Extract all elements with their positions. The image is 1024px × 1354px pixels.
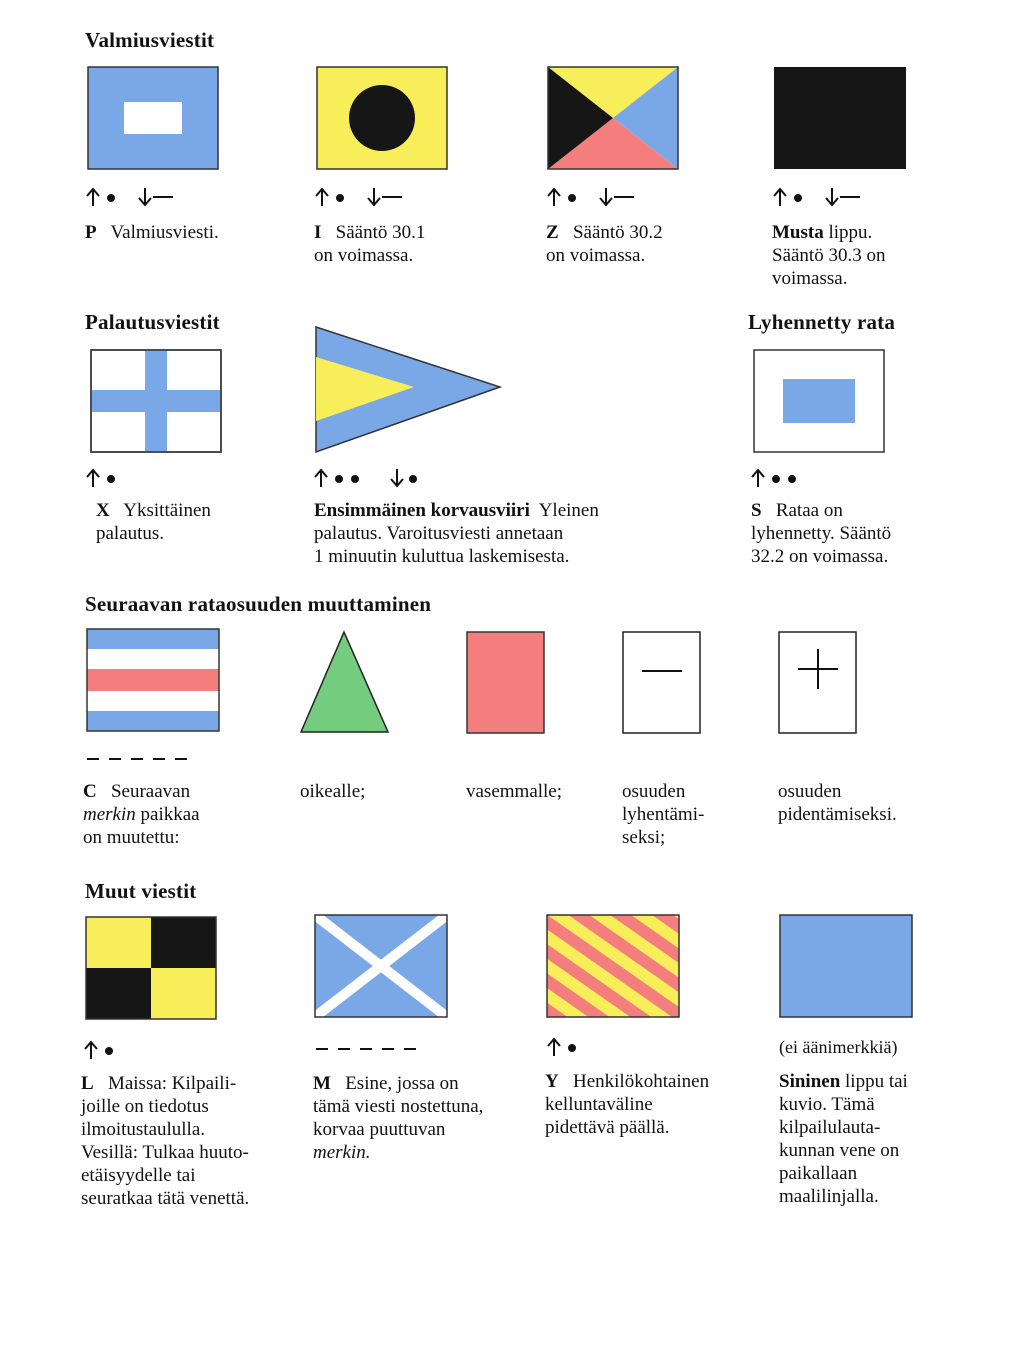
caption-vasemmalle: vasemmalle; [466, 781, 563, 802]
section-heading-muut: Muut viestit [85, 879, 197, 903]
caption-sininen: Sininen lippu tai kuvio. Tämä kilpailulauta- kunnan vene on paikallaan maalilinjalla. [779, 1071, 908, 1207]
caption-musta: Musta lippu. Sääntö 30.3 on voimassa. [772, 222, 886, 289]
sound-signal-up-dot-down-dash [314, 186, 424, 208]
caption-s: S Rataa on lyhennetty. Sääntö 32.2 on voimassa. [751, 500, 892, 567]
flag-i [316, 66, 448, 170]
sound-signal-up-dot-down-dash [546, 186, 656, 208]
sound-signal-up-two-dots [750, 467, 820, 489]
caption-p: P Valmiusviesti. [85, 222, 219, 243]
flag-s [753, 349, 885, 453]
section-heading-seuraavan: Seuraavan rataosuuden muuttaminen [85, 592, 432, 616]
flag-y [546, 914, 680, 1018]
flag-m [314, 914, 448, 1018]
flag-black [773, 66, 907, 170]
sound-signal-five-dashes [314, 1038, 424, 1060]
plus-board [778, 631, 858, 735]
flag-z [547, 66, 679, 170]
caption-pidentamiseksi: osuuden pidentämiseksi. [778, 781, 897, 825]
sound-signal-five-dashes [85, 748, 195, 770]
caption-m: M Esine, jossa on tämä viesti nostettuna, korvaa puuttuvan merkin. [313, 1073, 484, 1163]
flag-blue [779, 914, 913, 1018]
caption-c: C Seuraavan merkin paikkaa on muutettu: [83, 781, 200, 848]
caption-no-sound-note: (ei äänimerkkiä) [779, 1037, 898, 1057]
section-heading-palautus: Palautusviestit [85, 310, 220, 334]
section-heading-valmius: Valmiusviestit [85, 28, 215, 52]
flag-l [85, 916, 217, 1020]
pennant-first-substitute [314, 325, 504, 455]
sound-signal-up-dot [546, 1036, 596, 1058]
caption-z: Z Sääntö 30.2 on voimassa. [546, 222, 663, 266]
section-heading-lyhennetty: Lyhennetty rata [748, 310, 896, 334]
caption-oikealle: oikealle; [300, 781, 366, 802]
flag-p [87, 66, 219, 170]
flag-x [90, 349, 222, 453]
caption-i: I Sääntö 30.1 on voimassa. [314, 222, 426, 266]
sound-signal-up-two-dots-down-dot [313, 467, 433, 489]
shape-green-triangle [298, 628, 392, 736]
sound-signal-up-dot [85, 467, 135, 489]
sound-signal-up-dot [83, 1039, 133, 1061]
caption-lyhentamiseksi: osuuden lyhentämi- seksi; [622, 781, 705, 848]
caption-x: X Yksittäinen palautus. [96, 500, 211, 544]
caption-y: Y Henkilökohtainen kelluntaväline pidettävä päällä. [545, 1071, 710, 1138]
minus-board [622, 631, 702, 735]
caption-l: L Maissa: Kilpaili- joille on tiedotus ilmoitustaululla. Vesillä: Tulkaa huuto- etäisyydelle tai seuratkaa tätä venettä. [81, 1073, 250, 1209]
sound-signal-up-dot-down-dash [772, 186, 882, 208]
sound-signal-up-dot-down-dash [85, 186, 195, 208]
flag-c [86, 628, 220, 732]
caption-korvausviiri: Ensimmäinen korvausviiri Yleinen palautus. Varoitusviesti annetaan 1 minuutin kuluttua laskemisesta. [314, 500, 599, 567]
shape-red-rectangle [466, 631, 546, 735]
